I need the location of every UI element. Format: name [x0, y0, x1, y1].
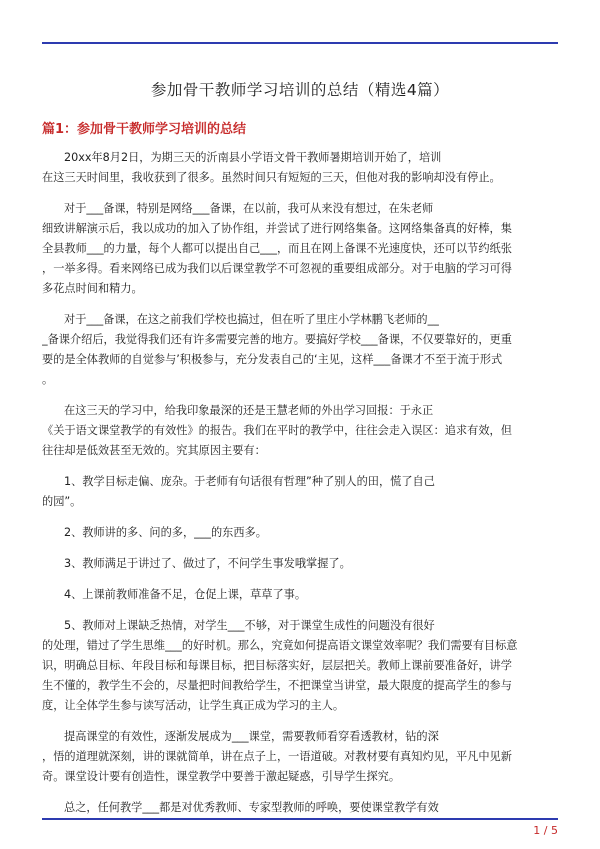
paragraph-line: 5、教师对上课缺乏热情，对学生___不够，对于课堂生成性的问题没有很好 [64, 619, 435, 632]
document-body [42, 148, 558, 829]
paragraph-line: 全县教师___的力量，每个人都可以提出自己___，而且在网上备课不光速度快，还可以节约纸张 [42, 242, 512, 255]
paragraph-line: 。 [42, 373, 54, 386]
body-paragraph [42, 616, 558, 716]
section-heading: 篇1：参加骨干教师学习培训的总结 [42, 122, 247, 137]
paragraph-line: 1、教学目标走偏、庞杂。于老师有句话很有哲理”种了别人的田，慌了自己 [64, 475, 435, 488]
bottom-rule [42, 818, 558, 820]
paragraph-line: 总之，任何教学___都是对优秀教师、专家型教师的呼唤，要使课堂教学有效 [64, 801, 439, 814]
body-paragraph [42, 401, 558, 461]
body-paragraph [42, 727, 558, 787]
body-paragraph [42, 585, 558, 605]
paragraph-line: 对于___备课，特别是网络___备课，在以前，我可从来没有想过，在朱老师 [64, 202, 434, 215]
paragraph-line: 2、教师讲的多、问的多，___的东西多。 [64, 526, 267, 539]
paragraph-line: 生不懂的，教学生不会的，尽量把时间教给学生，不把课堂当讲堂，最大限度的提高学生的参与 [42, 679, 512, 692]
paragraph-line: 识，明确总目标、年段目标和每课目标，把目标落实好，层层把关。教师上课前要准备好，讲学 [42, 659, 512, 672]
body-paragraph [42, 798, 558, 818]
paragraph-line: 的处理，错过了学生思维___的好时机。那么，究竟如何提高语文课堂效率呢？我们需要有目标意 [42, 639, 518, 652]
body-paragraph [42, 199, 558, 299]
paragraph-line: 细致讲解演示后，我以成功的加入了协作组，并尝试了进行网络集备。这网络集备真的好棒，集 [42, 222, 512, 235]
paragraph-line: 多花点时间和精力。 [42, 282, 143, 295]
body-paragraph [42, 472, 558, 512]
body-paragraph [42, 554, 558, 574]
body-paragraph [42, 523, 558, 543]
body-paragraph [42, 148, 558, 188]
paragraph-line: _备课介绍后，我觉得我们还有许多需要完善的地方。要搞好学校___备课，不仅要靠好的，更重 [42, 333, 512, 346]
paragraph-line: ，悟的道理就深刻，讲的课就简单，讲在点子上，一语道破。对教材要有真知灼见，平凡中见新 [42, 750, 512, 763]
body-paragraph [42, 310, 558, 390]
paragraph-line: ，一举多得。看来网络已成为我们以后课堂教学不可忽视的重要组成部分。对于电脑的学习可得 [42, 262, 512, 275]
paragraph-line: 20xx年8月2日，为期三天的沂南县小学语文骨干教师暑期培训开始了，培训 [64, 151, 442, 164]
paragraph-line: 度，让全体学生参与读写活动，让学生真正成为学习的主人。 [42, 699, 345, 712]
paragraph-line: 在这三天时间里，我收获到了很多。虽然时间只有短短的三天，但他对我的影响却没有停止。 [42, 171, 501, 184]
paragraph-line: 要的是全体教师的自觉参与’积极参与，充分发表自己的‘主见，这样___备课才不至于流于形式 [42, 353, 503, 366]
paragraph-line: 在这三天的学习中，给我印象最深的还是王慧老师的外出学习回报：于永正 [64, 404, 434, 417]
paragraph-line: 提高课堂的有效性，逐渐发展成为___课堂，需要教师看穿看透教材，钻的深 [64, 730, 439, 743]
paragraph-line: 的园”。 [42, 495, 82, 508]
top-rule [42, 42, 558, 44]
page-indicator: 1 / 5 [533, 824, 558, 837]
paragraph-line: 《关于语文课堂教学的有效性》的报告。我们在平时的教学中，往往会走入误区：追求有效，但 [42, 424, 512, 437]
paragraph-line: 对于___备课，在这之前我们学校也搞过，但在听了里庄小学林鹏飞老师的__ [64, 313, 439, 326]
paragraph-line: 4、上课前教师准备不足，仓促上课，草草了事。 [64, 588, 307, 601]
paragraph-line: 往往却是低效甚至无效的。究其原因主要有： [42, 444, 266, 457]
document-title: 参加骨干教师学习培训的总结（精选4篇） [150, 81, 450, 99]
paragraph-line: 3、教师满足于讲过了、做过了，不问学生事发哦掌握了。 [64, 557, 351, 570]
paragraph-line: 奇。课堂设计要有创造性，课堂教学中要善于激起疑惑，引导学生探究。 [42, 770, 401, 783]
